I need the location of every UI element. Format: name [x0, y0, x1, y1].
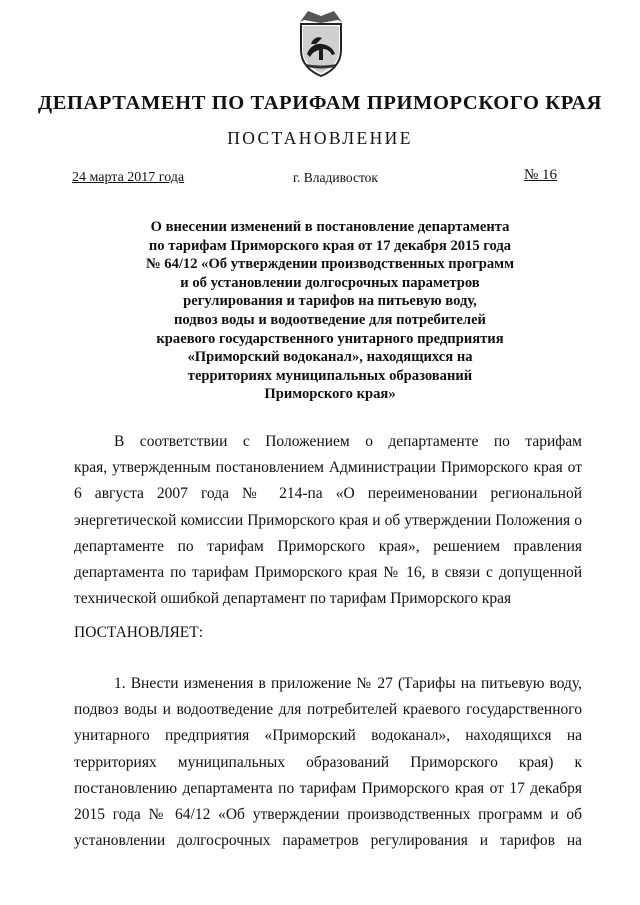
- resolve-heading: ПОСТАНОВЛЯЕТ:: [74, 624, 204, 641]
- title-line: «Приморский водоканал», находящихся на: [187, 349, 473, 366]
- preamble-line: края, утвержденным постановлением Администрации Приморского края от: [74, 459, 582, 477]
- title-line: регулирования и тарифов на питьевую воду,: [183, 293, 477, 310]
- item-1-line: унитарного предприятия «Приморский водоканал», находящихся на: [74, 727, 582, 745]
- title-line: Приморского края»: [264, 386, 396, 403]
- preamble-line: департамента по тарифам Приморского края № 16, в связи с допущенной: [74, 563, 582, 581]
- title-line: № 64/12 «Об утверждении производственных программ: [145, 256, 515, 273]
- document-date: 24 марта 2017 года: [72, 170, 185, 185]
- preamble-paragraph: [74, 429, 582, 612]
- document-number: № 16: [524, 167, 558, 183]
- title-line: по тарифам Приморского края от 17 декабря 2015 года: [148, 237, 512, 254]
- document-type: ПОСТАНОВЛЕНИЕ: [227, 128, 413, 148]
- item-1-line: установлении долгосрочных параметров регулирования и тарифов на: [74, 832, 582, 850]
- item-1-line: 1. Внести изменения в приложение № 27 (Тарифы на питьевую воду,: [114, 675, 582, 692]
- document-title: [120, 218, 540, 404]
- preamble-line: департаменте по тарифам Приморского края», решением правления: [74, 537, 582, 555]
- item-1-line: постановлению департамента по тарифам Приморского края от 17 декабря: [74, 779, 582, 797]
- preamble-line: энергетической комиссии Приморского края и об утверждении Положения о: [74, 511, 582, 529]
- title-line: и об установлении долгосрочных параметров: [180, 274, 480, 291]
- document-city: г. Владивосток: [293, 170, 378, 185]
- coat-of-arms-icon: [292, 8, 350, 78]
- preamble-line: В соответствии с Положением о департаменте по тарифам: [114, 433, 582, 450]
- preamble-line: технической ошибкой департамент по тарифам Приморского края: [74, 590, 512, 608]
- title-line: О внесении изменений в постановление департамента: [150, 219, 510, 235]
- title-line: подвоз воды и водоотведение для потребителей: [174, 311, 486, 328]
- item-1-line: 2015 года № 64/12 «Об утверждении производственных программ и об: [74, 805, 582, 823]
- item-1-line: территориях муниципальных образований Приморского края) к: [74, 753, 582, 771]
- item-1-line: подвоз воды и водоотведение для потребителей краевого государственного: [74, 701, 582, 719]
- department-name: ДЕПАРТАМЕНТ ПО ТАРИФАМ ПРИМОРСКОГО КРАЯ: [37, 92, 603, 114]
- title-line: краевого государственного унитарного предприятия: [156, 330, 504, 347]
- item-1-paragraph: [74, 671, 582, 854]
- title-line: территориях муниципальных образований: [187, 367, 473, 384]
- preamble-line: 6 августа 2007 года № 214-па «О переименовании региональной: [74, 485, 582, 503]
